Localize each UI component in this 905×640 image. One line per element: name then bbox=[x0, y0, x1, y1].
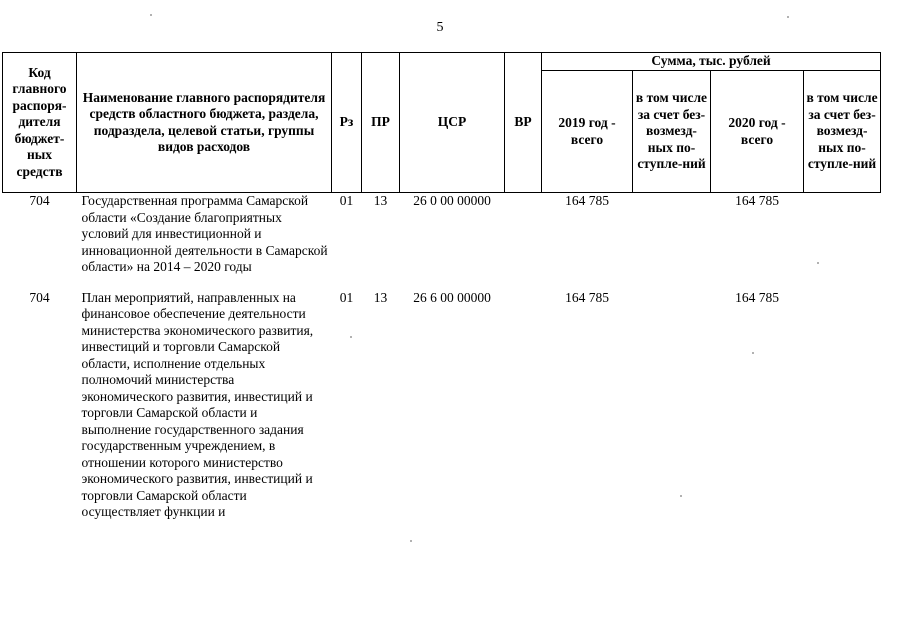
header-csr: ЦСР bbox=[400, 53, 505, 193]
header-code: Код главного распоря-дителя бюджет-ных средств bbox=[3, 53, 77, 193]
header-2020-total: 2020 год - всего bbox=[711, 71, 804, 193]
cell-vr bbox=[505, 288, 542, 521]
cell-pr: 13 bbox=[373, 193, 388, 208]
cell-2019-incl bbox=[633, 288, 711, 521]
cell-csr: 26 6 00 00000 bbox=[413, 289, 491, 305]
scan-speck bbox=[150, 14, 152, 16]
cell-2019-incl bbox=[633, 193, 711, 288]
header-vr: ВР bbox=[505, 53, 542, 193]
cell-name: Государственная программа Самарской области «Создание благоприятных условий для инвестиционной и инновационной деятельности в Самарской области» на 2014 – 2020 годы bbox=[81, 193, 328, 274]
scan-speck bbox=[410, 540, 412, 542]
cell-2020-incl bbox=[804, 288, 881, 521]
table-body bbox=[3, 193, 881, 521]
header-name: Наименование главного распорядителя средств областного бюджета, раздела, подраздела, целевой статьи, группы видов расходов bbox=[77, 53, 332, 193]
cell-name: План мероприятий, направленных на финансовое обеспечение деятельности министерства экономического развития, инвестиций и торговли Самарской области, исполнение отдельных полномочий министерства экономического развития, инвестиций и торговли Самарской области и выполнение государственного задания государственным учреждением, в отношении которого министерство экономического развития, инвестиций и торговли Самарской области осуществляет функции и bbox=[81, 289, 314, 519]
scan-speck bbox=[350, 336, 352, 338]
cell-rz: 01 bbox=[339, 193, 354, 208]
budget-table bbox=[2, 52, 881, 521]
header-2019-incl: в том числе за счет без-возмезд-ных по-ступле-ний bbox=[633, 71, 711, 193]
table-row bbox=[3, 288, 881, 521]
header-2020-incl: в том числе за счет без-возмезд-ных по-ступле-ний bbox=[804, 71, 881, 193]
cell-code: 704 bbox=[29, 193, 50, 208]
scan-speck bbox=[787, 16, 789, 18]
scan-speck bbox=[680, 495, 682, 497]
cell-2020-total: 164 785 bbox=[735, 193, 779, 208]
cell-rz: 01 bbox=[339, 289, 354, 305]
cell-2020-total: 164 785 bbox=[735, 289, 779, 305]
table-header bbox=[3, 53, 881, 193]
header-pr: ПР bbox=[362, 53, 400, 193]
header-sum-group: Сумма, тыс. рублей bbox=[542, 53, 881, 71]
header-rz: Рз bbox=[332, 53, 362, 193]
cell-code: 704 bbox=[29, 289, 50, 305]
scan-speck bbox=[752, 352, 754, 354]
page-number: 5 bbox=[436, 20, 444, 35]
cell-pr: 13 bbox=[373, 289, 388, 305]
scan-speck bbox=[817, 262, 819, 264]
cell-2019-total: 164 785 bbox=[565, 289, 609, 305]
header-2019-total: 2019 год - всего bbox=[542, 71, 633, 193]
cell-2019-total: 164 785 bbox=[565, 193, 609, 208]
cell-csr: 26 0 00 00000 bbox=[413, 193, 491, 208]
cell-2020-incl bbox=[804, 193, 881, 288]
cell-vr bbox=[505, 193, 542, 288]
table-row bbox=[3, 193, 881, 288]
